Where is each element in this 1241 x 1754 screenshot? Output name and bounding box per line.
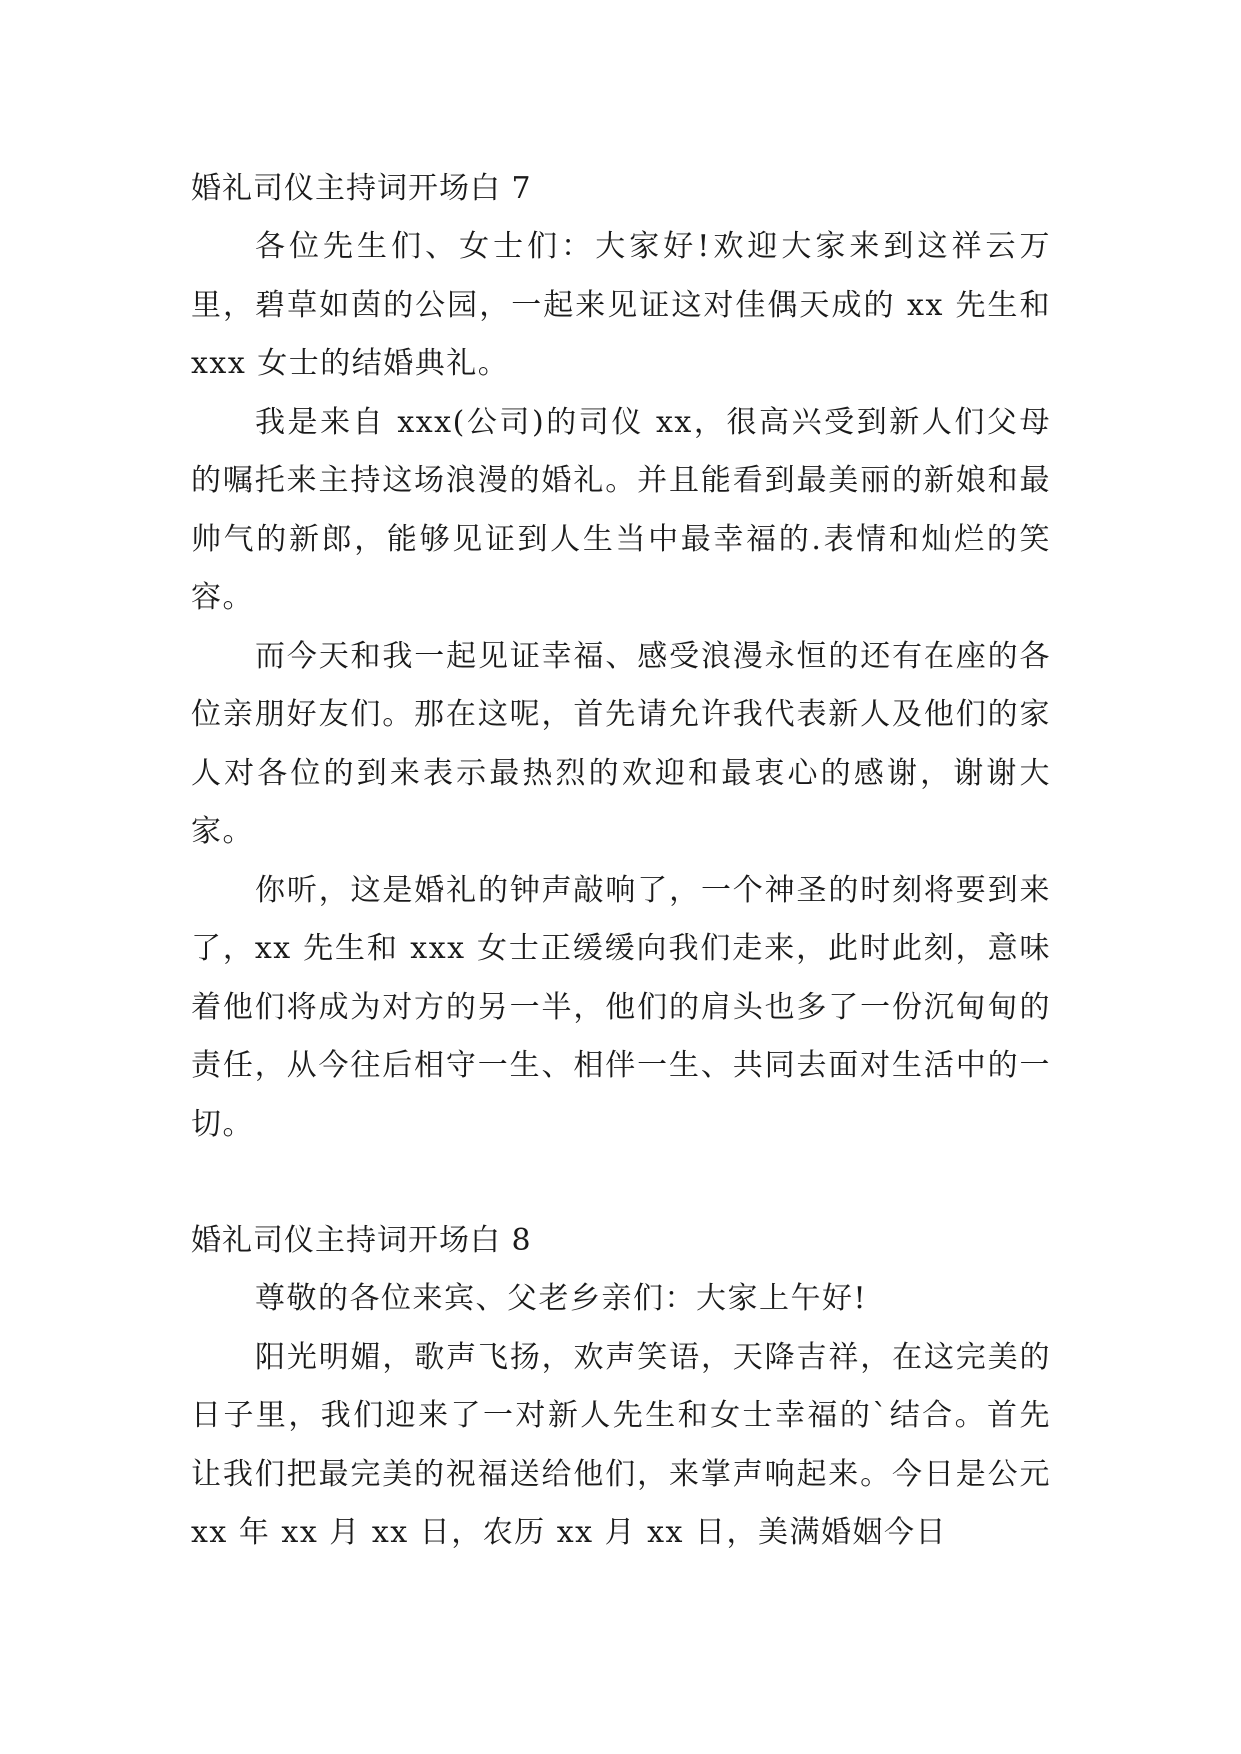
section-spacer xyxy=(191,1154,1051,1212)
section-title: 婚礼司仪主持词开场白 7 xyxy=(191,171,532,206)
document-body xyxy=(191,160,1051,1563)
paragraph: 我是来自 xxx(公司)的司仪 xx，很高兴受到新人们父母的嘱托来主持这场浪漫的婚礼。并且能看到最美丽的新娘和最帅气的新郎，能够见证到人生当中最幸福的.表情和灿烂的笑容。 xyxy=(191,404,1051,615)
paragraph: 各位先生们、女士们：大家好!欢迎大家来到这祥云万里，碧草如茵的公园，一起来见证这对佳偶天成的 xx 先生和 xxx 女士的结婚典礼。 xyxy=(191,229,1051,381)
paragraph: 而今天和我一起见证幸福、感受浪漫永恒的还有在座的各位亲朋好友们。那在这呢，首先请允许我代表新人及他们的家人对各位的到来表示最热烈的欢迎和最衷心的感谢，谢谢大家。 xyxy=(191,638,1051,849)
section-title: 婚礼司仪主持词开场白 8 xyxy=(191,1223,532,1258)
paragraph: 尊敬的各位来宾、父老乡亲们：大家上午好! xyxy=(255,1281,868,1316)
paragraph: 你听，这是婚礼的钟声敲响了，一个神圣的时刻将要到来了，xx 先生和 xxx 女士正缓缓向我们走来，此时此刻，意味着他们将成为对方的另一半，他们的肩头也多了一份沉甸甸的责任，从今往后相守一生、相伴一生、共同去面对生活中的一切。 xyxy=(191,872,1051,1142)
paragraph: 阳光明媚，歌声飞扬，欢声笑语，天降吉祥，在这完美的日子里，我们迎来了一对新人先生和女士幸福的`结合。首先让我们把最完美的祝福送给他们，来掌声响起来。今日是公元 xx 年 xx 月 xx 日，农历 xx 月 xx 日，美满婚姻今日 xyxy=(191,1339,1051,1550)
